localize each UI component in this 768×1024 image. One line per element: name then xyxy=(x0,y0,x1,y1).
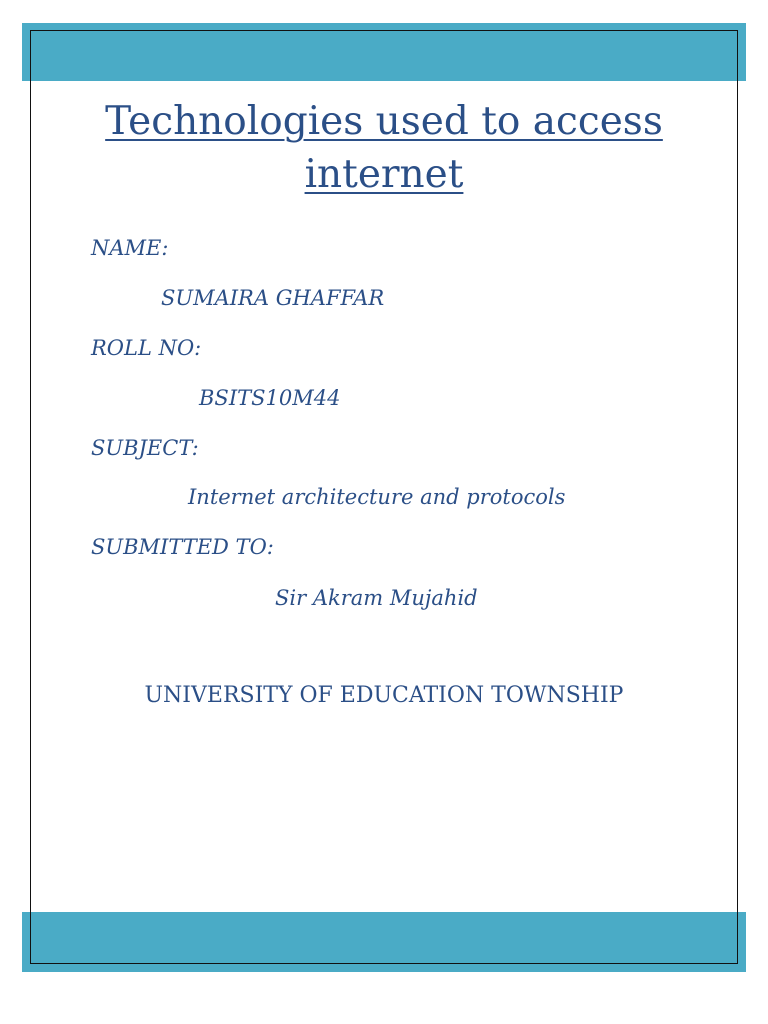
title-line-1: Technologies used to access xyxy=(105,99,663,144)
title-line-2: internet xyxy=(304,152,464,197)
name-value: SUMAIRA GHAFFAR xyxy=(161,286,385,310)
roll-number-label: ROLL NO: xyxy=(91,336,202,360)
submitted-to-value: Sir Akram Mujahid xyxy=(275,586,478,610)
name-label: NAME: xyxy=(91,236,169,260)
subject-label: SUBJECT: xyxy=(91,436,199,460)
university-name: UNIVERSITY OF EDUCATION TOWNSHIP xyxy=(144,683,624,708)
roll-number-value: BSITS10M44 xyxy=(199,386,341,410)
subject-value: Internet architecture and protocols xyxy=(188,485,566,509)
page-title xyxy=(0,95,768,201)
submitted-to-label: SUBMITTED TO: xyxy=(91,535,274,559)
